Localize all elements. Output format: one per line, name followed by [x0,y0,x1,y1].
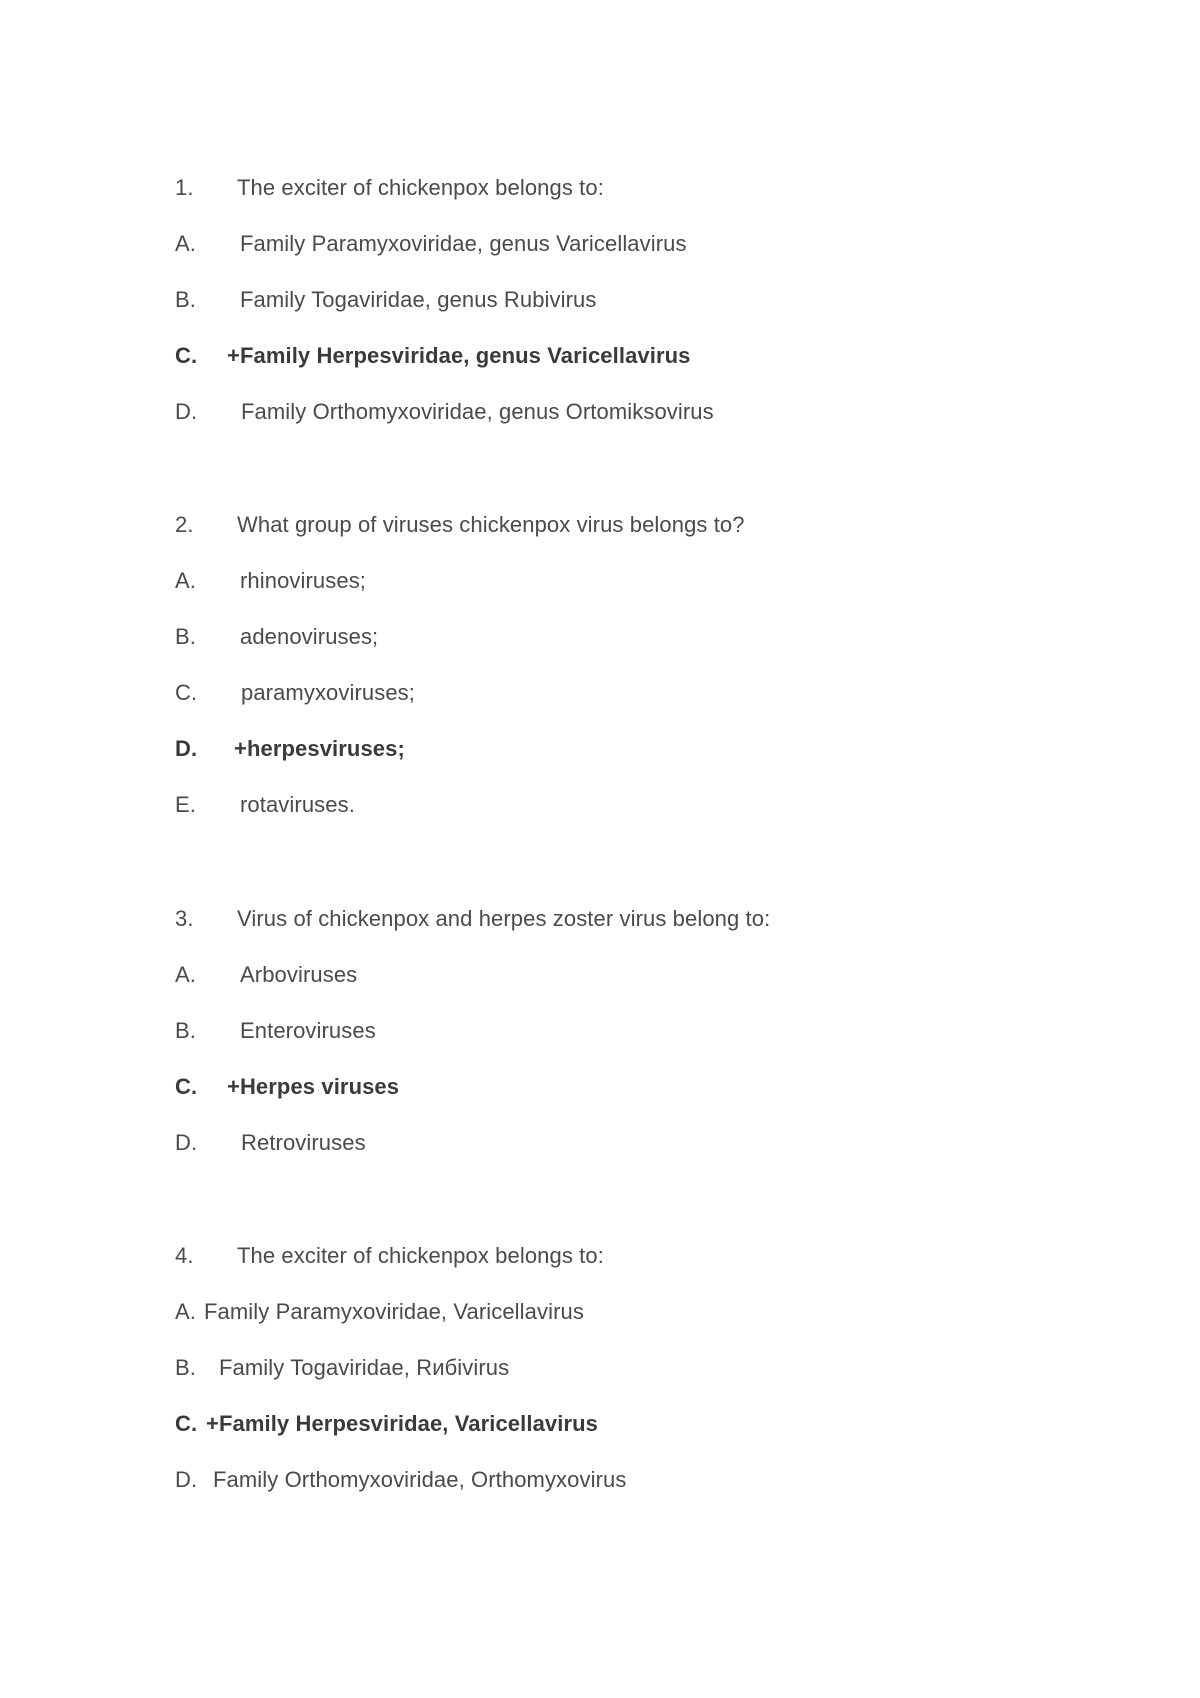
option-text: +herpesviruses; [234,736,405,761]
question-2 [175,510,745,540]
question-1 [175,173,604,203]
option-text: Family Paramyxoviridae, Varicellavirus [204,1299,584,1324]
option-letter: A. [175,1299,196,1324]
question-1-option-d [175,397,714,427]
option-letter: B. [175,1018,196,1043]
question-4-option-c-correct [175,1409,598,1439]
question-4-option-a [175,1297,584,1327]
option-letter: A. [175,962,196,987]
option-letter: B. [175,624,196,649]
question-3-option-b [175,1016,376,1046]
question-3-option-c-correct [175,1072,399,1102]
question-text: The exciter of chickenpox belongs to: [237,1243,604,1268]
question-2-option-e [175,790,355,820]
option-text: rhinoviruses; [240,568,367,593]
option-text: adenoviruses; [240,624,379,649]
question-4-option-b [175,1353,509,1383]
question-1-option-b [175,285,596,315]
option-text: Retroviruses [241,1130,366,1155]
question-2-option-b [175,622,378,652]
question-3-option-a [175,960,357,990]
question-4 [175,1241,604,1271]
option-text: Family Orthomyxoviridae, Orthomyxovirus [213,1467,627,1492]
question-2-option-c [175,678,415,708]
question-3-option-d [175,1128,366,1158]
question-4-option-d [175,1465,626,1495]
option-letter: C. [175,343,198,368]
option-text: +Family Herpesviridae, Varicellavirus [206,1411,598,1436]
option-letter: A. [175,568,196,593]
option-text: Family Togaviridae, genus Rubivirus [240,287,597,312]
option-letter: D. [175,1130,198,1155]
option-letter: B. [175,287,196,312]
option-letter: C. [175,680,198,705]
option-letter: C. [175,1074,198,1099]
question-number: 2. [175,512,194,537]
question-1-option-c-correct [175,341,691,371]
question-2-option-a [175,566,366,596]
option-text: rotaviruses. [240,792,355,817]
option-text: Family Paramyxoviridae, genus Varicellavirus [240,231,687,256]
option-text: Arboviruses [240,962,358,987]
question-number: 4. [175,1243,194,1268]
question-text: Virus of chickenpox and herpes zoster virus belong to: [237,906,771,931]
option-letter: D. [175,736,198,761]
option-text: +Herpes viruses [227,1074,400,1099]
question-number: 1. [175,175,194,200]
question-1-option-a [175,229,687,259]
question-text: The exciter of chickenpox belongs to: [237,175,604,200]
question-2-option-d-correct [175,734,405,764]
option-letter: C. [175,1411,198,1436]
question-3 [175,904,770,934]
option-letter: A. [175,231,196,256]
option-text: Enteroviruses [240,1018,376,1043]
option-letter: D. [175,399,198,424]
option-letter: D. [175,1467,198,1492]
option-letter: E. [175,792,196,817]
option-text: paramyxoviruses; [241,680,415,705]
option-letter: B. [175,1355,196,1380]
option-text: Family Orthomyxoviridae, genus Ortomiksovirus [241,399,714,424]
option-text: +Family Herpesviridae, genus Varicellavirus [227,343,691,368]
question-number: 3. [175,906,194,931]
option-text: Family Togaviridae, Rибivirus [219,1355,510,1380]
question-text: What group of viruses chickenpox virus belongs to? [237,512,745,537]
